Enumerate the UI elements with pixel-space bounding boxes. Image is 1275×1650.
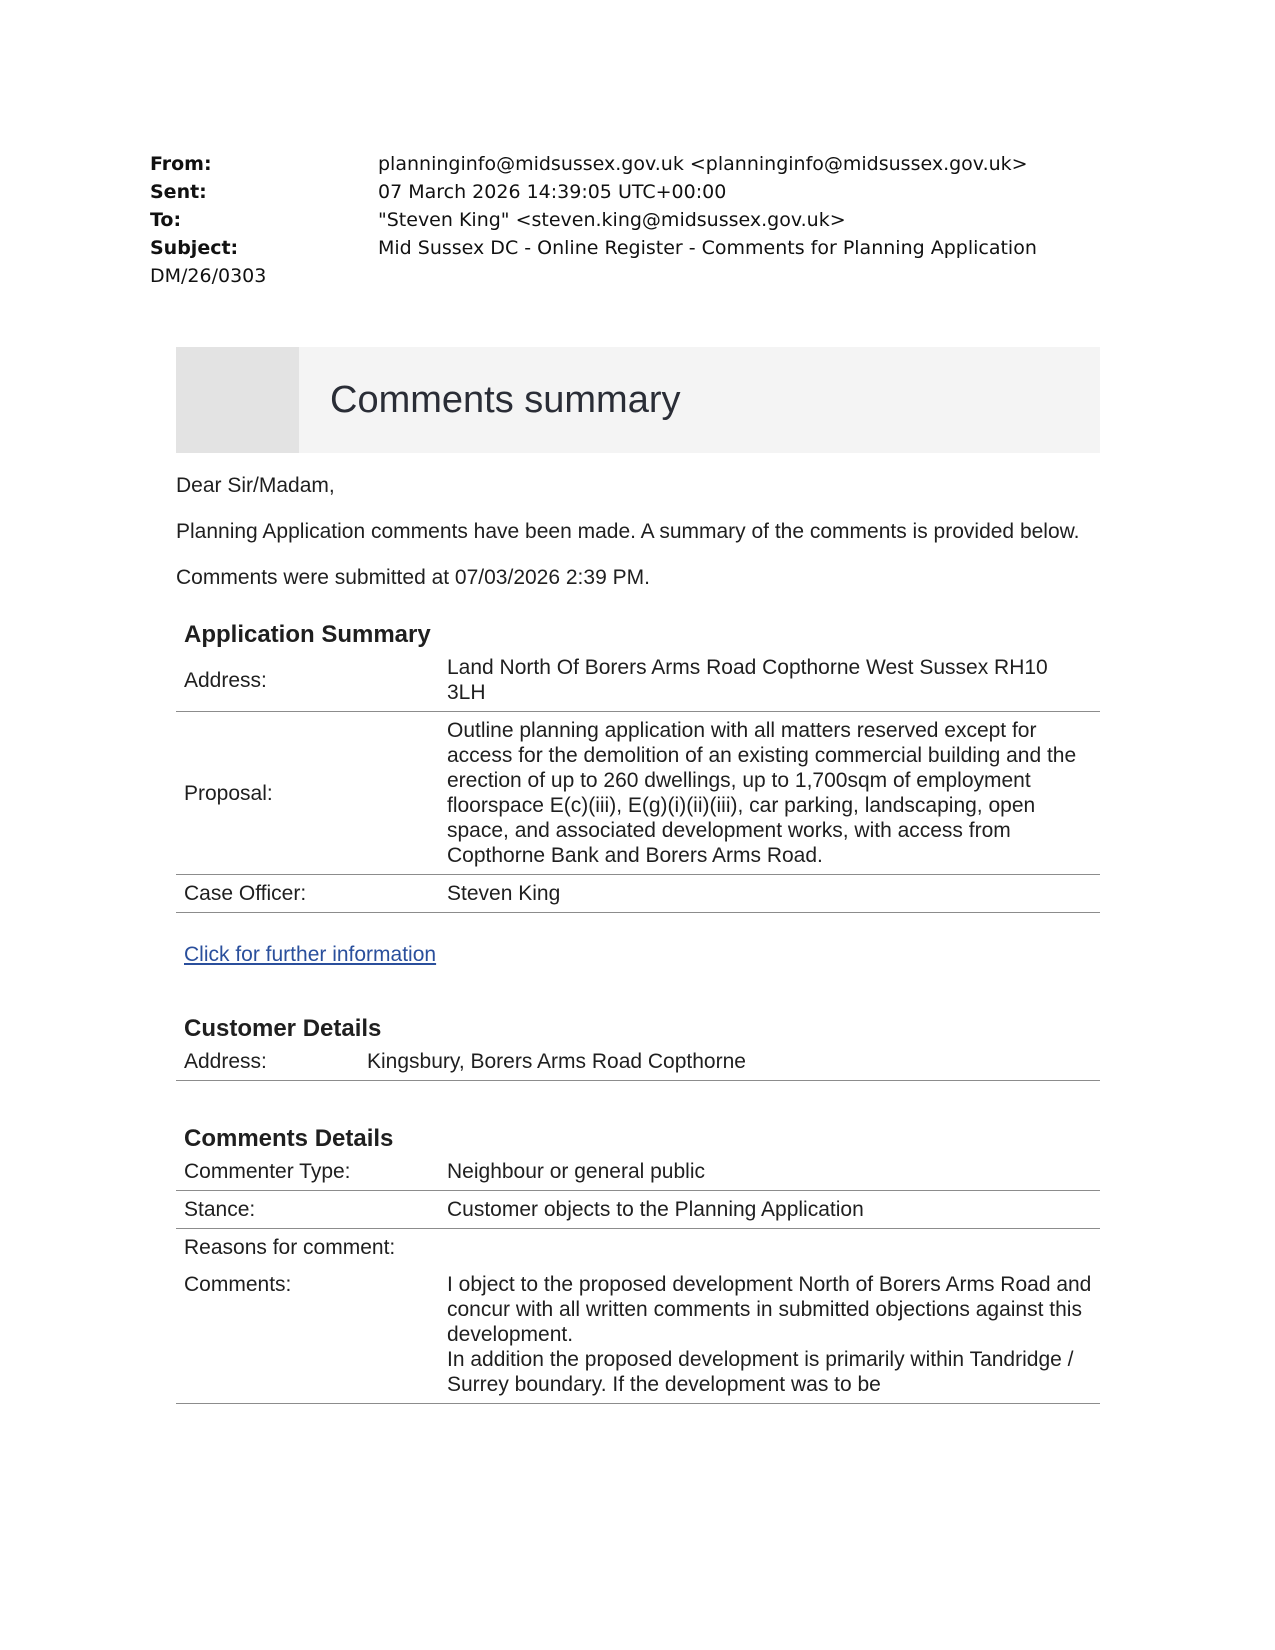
sent-label: Sent: [150,181,207,203]
proposal-value: Outline planning application with all matters reserved except for access for the demolition of an existing commercial building and the erection of up to 260 dwellings, up to 1,700sqm of employment floorspace E(c)(iii), E(g)(i)(ii)(iii), car parking, landscaping, open space, and associated development works, with access from Copthorne Bank and Borers Arms Road. [439,712,1100,875]
further-info-wrapper [176,943,1100,967]
comments-value [439,1266,1100,1404]
reasons-label: Reasons for comment: [184,1236,396,1259]
comments-details-title: Comments Details [184,1125,394,1152]
application-summary-table [176,649,1100,913]
intro-paragraph: Planning Application comments have been made. A summary of the comments is provided below. [176,520,1080,543]
address-label: Address: [176,649,439,712]
greeting: Dear Sir/Madam, [176,474,335,497]
reasons-value [439,1229,1100,1267]
table-row [176,649,1100,712]
subject-label: Subject: [150,237,239,259]
comments-text-line-1: I object to the proposed development North of Borers Arms Road and concur with all written comments in submitted objections against this development. [447,1273,1092,1346]
banner-side-block [176,347,299,453]
to-value: "Steven King" <steven.king@midsussex.gov.uk> [378,209,846,231]
commenter-type-label: Commenter Type: [176,1153,439,1191]
table-row [176,1191,1100,1229]
sent-value: 07 March 2026 14:39:05 UTC+00:00 [378,181,727,203]
comments-text-line-2: In addition the proposed development is primarily within Tandridge / Surrey boundary. If the development was to be [447,1348,1074,1396]
customer-details-table [176,1043,1100,1081]
commenter-type-value: Neighbour or general public [439,1153,1100,1191]
submitted-paragraph: Comments were submitted at 07/03/2026 2:39 PM. [176,566,650,589]
table-row [176,1266,1100,1404]
case-officer-value: Steven King [439,875,1100,913]
email-header [150,150,1150,290]
banner-title: Comments summary [330,379,681,421]
subject-value: Mid Sussex DC - Online Register - Comments for Planning Application [378,237,1037,259]
from-label: From: [150,153,212,175]
customer-address-label: Address: [176,1043,359,1081]
table-row [176,1153,1100,1191]
further-info-link[interactable]: Click for further information [184,943,437,966]
from-value: planninginfo@midsussex.gov.uk <planninginfo@midsussex.gov.uk> [378,153,1028,175]
customer-address-value: Kingsbury, Borers Arms Road Copthorne [359,1043,1100,1081]
comments-label: Comments: [176,1266,439,1404]
to-label: To: [150,209,182,231]
subject-row [150,234,1150,262]
summary-banner [176,347,1100,453]
stance-value: Customer objects to the Planning Application [439,1191,1100,1229]
to-row [150,206,1150,234]
table-row [176,1043,1100,1081]
customer-details-title: Customer Details [184,1015,382,1042]
table-row [176,712,1100,875]
sent-row [150,178,1150,206]
address-value: Land North Of Borers Arms Road Copthorne West Sussex RH10 3LH [439,649,1100,712]
subject-reference: DM/26/0303 [150,265,267,287]
case-officer-label: Case Officer: [176,875,439,913]
from-row [150,150,1150,178]
application-summary-title: Application Summary [184,621,431,648]
stance-label: Stance: [176,1191,439,1229]
email-body [176,347,1100,1404]
comments-details-table [176,1153,1100,1404]
table-row [176,1229,1100,1267]
table-row [176,875,1100,913]
proposal-label: Proposal: [176,712,439,875]
